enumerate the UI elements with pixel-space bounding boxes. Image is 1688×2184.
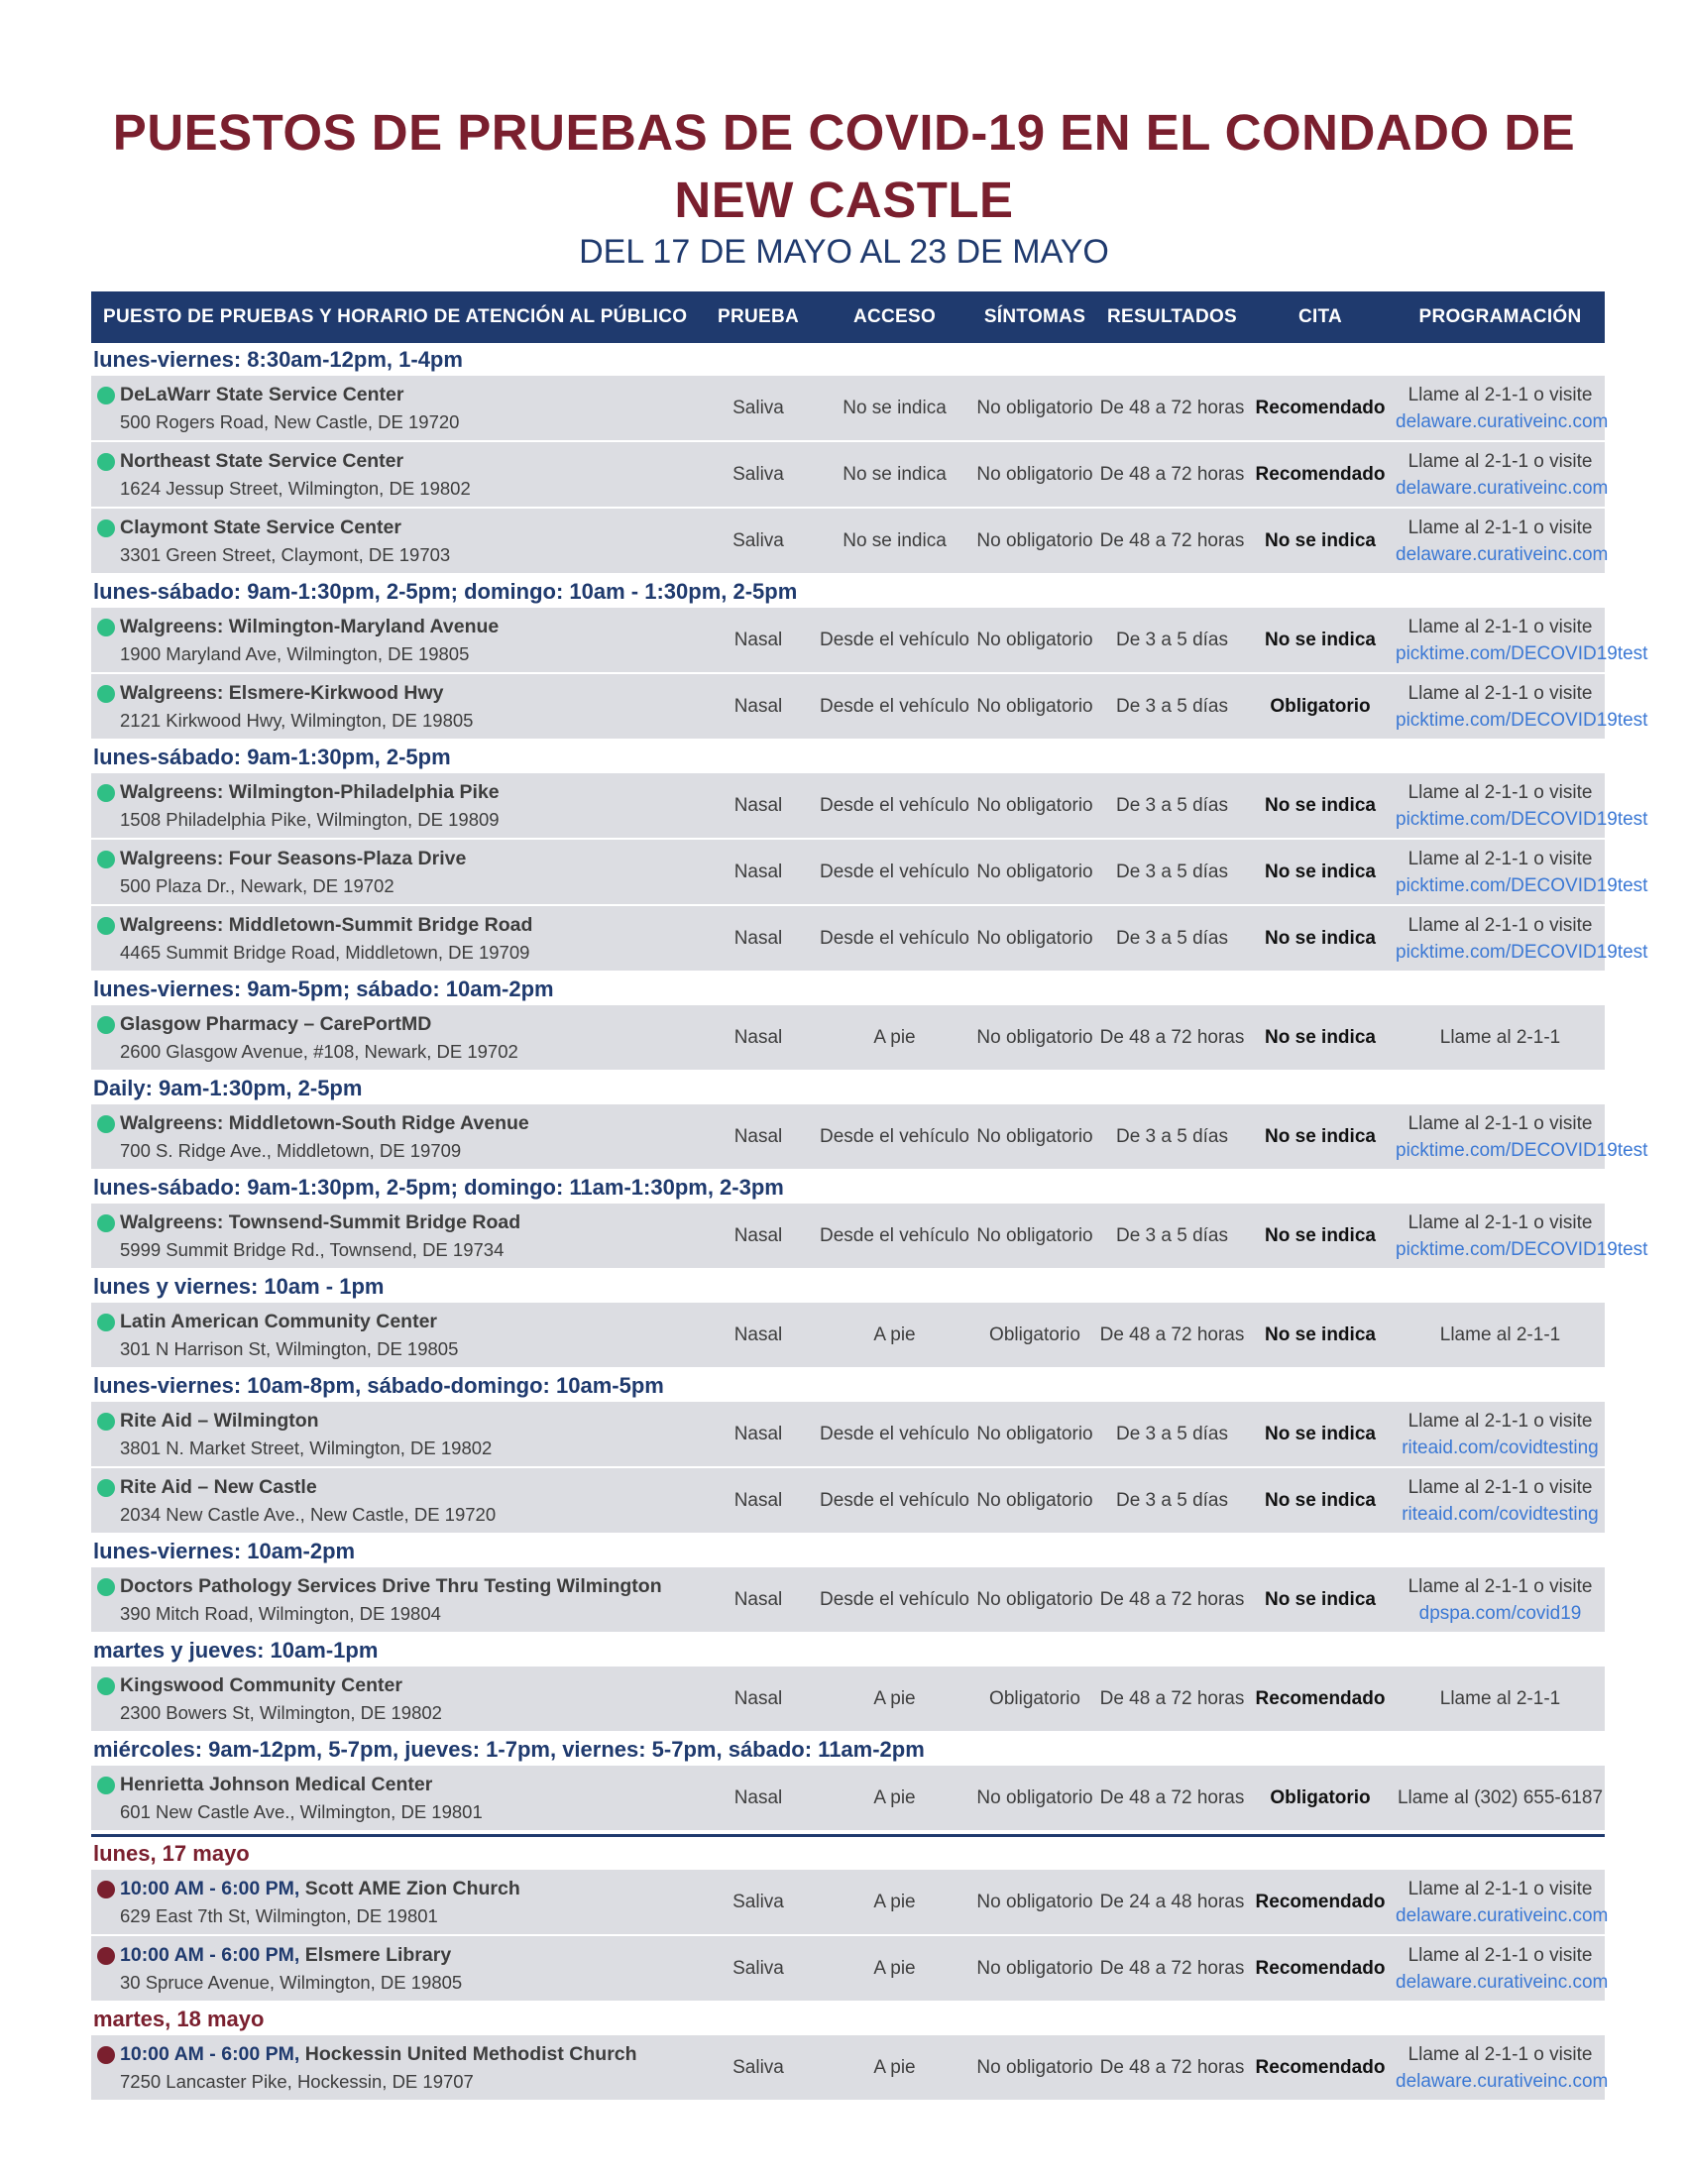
acceso-cell: Desde el vehículo — [819, 630, 970, 650]
programacion-text: Llame al 2-1-1 — [1439, 1324, 1561, 1345]
site-cell — [91, 614, 698, 667]
site-cell — [91, 1672, 698, 1726]
cita-cell: No se indica — [1265, 1027, 1376, 1048]
acceso-cell: A pie — [873, 1787, 916, 1808]
cita-cell: Obligatorio — [1270, 696, 1371, 717]
header-site: PUESTO DE PRUEBAS Y HORARIO DE ATENCIÓN AL PÚBLICO — [103, 306, 688, 327]
schedule-group-label: lunes-viernes: 10am-2pm — [93, 1539, 356, 1563]
scheduling-link[interactable]: delaware.curativeinc.com — [1396, 2070, 1609, 2092]
prueba-cell: Nasal — [733, 1027, 783, 1048]
table-header — [91, 291, 1605, 343]
site-address: 2300 Bowers St, Wilmington, DE 19802 — [120, 1701, 442, 1723]
cita-cell: Recomendado — [1255, 1892, 1386, 1912]
header-prueba: PRUEBA — [717, 306, 800, 327]
acceso-cell: No se indica — [843, 398, 947, 418]
acceso-cell: Desde el vehículo — [819, 928, 970, 949]
schedule-group-label: lunes-viernes: 8:30am-12pm, 1-4pm — [93, 347, 463, 372]
programacion-text: Llame al 2-1-1 — [1439, 1688, 1561, 1709]
table-row — [91, 1567, 1605, 1634]
site-name: Walgreens: Four Seasons-Plaza Drive — [120, 847, 467, 869]
programacion-text: Llame al 2-1-1 o visite — [1407, 781, 1593, 803]
resultados-cell: De 48 a 72 horas — [1099, 1027, 1245, 1048]
sintomas-cell: No obligatorio — [976, 795, 1093, 816]
table-row — [91, 1402, 1605, 1468]
cita-cell: No se indica — [1265, 928, 1376, 949]
prueba-cell: Saliva — [732, 1892, 784, 1912]
schedule-group-label: miércoles: 9am-12pm, 5-7pm, jueves: 1-7pm, viernes: 5-7pm, sábado: 11am-2pm — [93, 1737, 925, 1762]
site-dot-icon — [97, 1479, 115, 1497]
prueba-cell: Nasal — [733, 928, 783, 949]
sintomas-cell: No obligatorio — [976, 1225, 1093, 1246]
site-cell — [91, 515, 698, 568]
site-name: Doctors Pathology Services Drive Thru Testing Wilmington — [120, 1574, 662, 1597]
site-name — [120, 2041, 698, 2068]
site-cell — [91, 1309, 698, 1362]
prueba-cell: Nasal — [733, 696, 783, 717]
programacion-cell — [1396, 515, 1609, 568]
table-row — [91, 1936, 1609, 2003]
programacion-text: Llame al 2-1-1 o visite — [1407, 1476, 1593, 1498]
programacion-cell — [1396, 1474, 1605, 1528]
sintomas-cell: No obligatorio — [976, 1027, 1093, 1048]
header-programacion: PROGRAMACIÓN — [1418, 306, 1582, 327]
site-address: 500 Plaza Dr., Newark, DE 19702 — [120, 874, 394, 896]
scheduling-link[interactable]: picktime.com/DECOVID19test — [1396, 808, 1648, 830]
table-row — [91, 1766, 1605, 1832]
prueba-cell: Nasal — [733, 1490, 783, 1511]
event-time: 10:00 AM - 6:00 PM, — [120, 1943, 300, 1966]
acceso-cell: A pie — [873, 1892, 916, 1912]
resultados-cell: De 3 a 5 días — [1115, 1126, 1229, 1147]
prueba-cell: Nasal — [733, 1225, 783, 1246]
site-dot-icon — [97, 1777, 115, 1794]
site-name: Kingswood Community Center — [120, 1673, 402, 1696]
schedule-group-label: lunes-sábado: 9am-1:30pm, 2-5pm — [93, 745, 451, 769]
scheduling-link[interactable]: riteaid.com/covidtesting — [1402, 1503, 1599, 1525]
site-address: 2121 Kirkwood Hwy, Wilmington, DE 19805 — [120, 709, 474, 731]
acceso-cell: Desde el vehículo — [819, 1126, 970, 1147]
table-row — [91, 840, 1648, 906]
table-row — [91, 906, 1648, 973]
prueba-cell: Nasal — [733, 1688, 783, 1709]
sintomas-cell: No obligatorio — [976, 928, 1093, 949]
site-name — [120, 1876, 698, 1902]
event-venue: Hockessin United Methodist Church — [304, 2042, 637, 2065]
scheduling-link[interactable]: delaware.curativeinc.com — [1396, 1971, 1609, 1993]
programacion-cell — [1396, 779, 1648, 833]
programacion-text: Llame al 2-1-1 o visite — [1407, 682, 1593, 704]
prueba-cell: Nasal — [733, 795, 783, 816]
programacion-text: Llame al 2-1-1 o visite — [1407, 517, 1593, 538]
site-dot-icon — [97, 1016, 115, 1034]
acceso-cell: No se indica — [843, 464, 947, 485]
site-dot-icon — [97, 519, 115, 537]
schedule-group-label: lunes-sábado: 9am-1:30pm, 2-5pm; domingo: 10am - 1:30pm, 2-5pm — [93, 579, 798, 604]
acceso-cell: Desde el vehículo — [819, 862, 970, 882]
resultados-cell: De 3 a 5 días — [1115, 928, 1229, 949]
table-row — [91, 376, 1609, 442]
site-address: 601 New Castle Ave., Wilmington, DE 19801 — [120, 1800, 483, 1822]
site-address: 700 S. Ridge Ave., Middletown, DE 19709 — [120, 1139, 462, 1161]
site-address: 4465 Summit Bridge Road, Middletown, DE 19709 — [120, 941, 530, 963]
scheduling-link[interactable]: delaware.curativeinc.com — [1396, 477, 1609, 499]
acceso-cell: No se indica — [843, 530, 947, 551]
programacion-text: Llame al 2-1-1 o visite — [1407, 1944, 1593, 1966]
cita-cell: No se indica — [1265, 1490, 1376, 1511]
acceso-cell: A pie — [873, 1688, 916, 1709]
event-time: 10:00 AM - 6:00 PM, — [120, 1877, 300, 1899]
resultados-cell: De 3 a 5 días — [1115, 795, 1229, 816]
event-venue: Elsmere Library — [304, 1943, 452, 1966]
header-acceso: ACCESO — [852, 306, 937, 327]
site-cell — [91, 1474, 698, 1528]
site-dot-icon — [97, 387, 115, 404]
scheduling-link[interactable]: dpspa.com/covid19 — [1418, 1602, 1582, 1624]
site-cell — [91, 1573, 698, 1627]
table-row — [91, 1303, 1605, 1369]
prueba-cell: Saliva — [732, 1958, 784, 1979]
event-dot-icon — [97, 1947, 115, 1965]
programacion-cell — [1396, 1110, 1648, 1164]
scheduling-link[interactable]: picktime.com/DECOVID19test — [1396, 709, 1648, 731]
event-time: 10:00 AM - 6:00 PM, — [120, 2042, 300, 2065]
programacion-text: Llame al 2-1-1 o visite — [1407, 1112, 1593, 1134]
site-cell — [91, 846, 698, 899]
resultados-cell: De 3 a 5 días — [1115, 1225, 1229, 1246]
site-cell — [91, 1876, 698, 1929]
site-name: Claymont State Service Center — [120, 516, 401, 538]
programacion-cell — [1396, 1876, 1609, 1929]
cita-cell: No se indica — [1265, 1589, 1376, 1610]
cita-cell: Recomendado — [1255, 1688, 1386, 1709]
site-dot-icon — [97, 917, 115, 935]
event-venue: Scott AME Zion Church — [304, 1877, 520, 1899]
table-row — [91, 608, 1648, 674]
site-name — [120, 1942, 698, 1969]
programacion-text: Llame al 2-1-1 o visite — [1407, 1211, 1593, 1233]
cita-cell: No se indica — [1265, 630, 1376, 650]
programacion-text: Llame al 2-1-1 o visite — [1407, 1575, 1593, 1597]
site-name: Walgreens: Wilmington-Maryland Avenue — [120, 615, 500, 637]
resultados-cell: De 24 a 48 horas — [1099, 1892, 1245, 1912]
site-dot-icon — [97, 1413, 115, 1431]
site-name: Glasgow Pharmacy – CarePortMD — [120, 1012, 432, 1035]
acceso-cell: A pie — [873, 1027, 916, 1048]
scheduling-link[interactable]: picktime.com/DECOVID19test — [1396, 1238, 1648, 1260]
title-line-2: NEW CASTLE — [674, 172, 1014, 228]
resultados-cell: De 48 a 72 horas — [1099, 1688, 1245, 1709]
cita-cell: No se indica — [1265, 530, 1376, 551]
site-name: Rite Aid – Wilmington — [120, 1409, 319, 1432]
header-resultados: RESULTADOS — [1106, 306, 1238, 327]
cita-cell: No se indica — [1265, 795, 1376, 816]
programacion-text: Llame al 2-1-1 o visite — [1407, 1410, 1593, 1432]
prueba-cell: Saliva — [732, 398, 784, 418]
acceso-cell: Desde el vehículo — [819, 795, 970, 816]
site-address: 500 Rogers Road, New Castle, DE 19720 — [120, 410, 460, 432]
site-dot-icon — [97, 1214, 115, 1232]
site-address: 2034 New Castle Ave., New Castle, DE 19720 — [120, 1503, 497, 1525]
programacion-text: Llame al (302) 655-6187 — [1397, 1787, 1604, 1808]
site-dot-icon — [97, 1677, 115, 1695]
programacion-text: Llame al 2-1-1 o visite — [1407, 450, 1593, 472]
scheduling-link[interactable]: delaware.curativeinc.com — [1396, 543, 1609, 565]
site-cell — [91, 680, 698, 734]
scheduling-link[interactable]: riteaid.com/covidtesting — [1402, 1437, 1599, 1458]
prueba-cell: Saliva — [732, 2057, 784, 2078]
testing-sites-table — [91, 291, 1648, 2102]
programacion-cell — [1396, 1209, 1648, 1263]
header-cita: CITA — [1297, 306, 1343, 327]
programacion-cell — [1396, 382, 1609, 435]
resultados-cell: De 3 a 5 días — [1115, 862, 1229, 882]
sintomas-cell: No obligatorio — [976, 1787, 1093, 1808]
prueba-cell: Saliva — [732, 530, 784, 551]
prueba-cell: Nasal — [733, 1787, 783, 1808]
table-row — [91, 773, 1648, 840]
resultados-cell: De 48 a 72 horas — [1099, 398, 1245, 418]
cita-cell: Recomendado — [1255, 1958, 1386, 1979]
cita-cell: Recomendado — [1255, 2057, 1386, 2078]
prueba-cell: Nasal — [733, 1589, 783, 1610]
prueba-cell: Nasal — [733, 1324, 783, 1345]
resultados-cell: De 48 a 72 horas — [1099, 1958, 1245, 1979]
programacion-cell — [1396, 1408, 1605, 1461]
resultados-cell: De 3 a 5 días — [1115, 696, 1229, 717]
resultados-cell: De 48 a 72 horas — [1099, 1324, 1245, 1345]
site-name: Northeast State Service Center — [120, 449, 404, 472]
site-address: 2600 Glasgow Avenue, #108, Newark, DE 19702 — [120, 1040, 518, 1062]
site-name: Walgreens: Middletown-South Ridge Avenue — [120, 1111, 529, 1134]
table-row — [91, 1204, 1648, 1270]
site-address: 30 Spruce Avenue, Wilmington, DE 19805 — [120, 1971, 463, 1993]
programacion-text: Llame al 2-1-1 — [1439, 1027, 1561, 1048]
scheduling-link[interactable]: delaware.curativeinc.com — [1396, 410, 1609, 432]
prueba-cell: Nasal — [733, 862, 783, 882]
site-address: 301 N Harrison St, Wilmington, DE 19805 — [120, 1337, 459, 1359]
sintomas-cell: No obligatorio — [976, 862, 1093, 882]
cita-cell: No se indica — [1265, 1225, 1376, 1246]
site-cell — [91, 779, 698, 833]
programacion-cell — [1396, 1784, 1605, 1811]
site-cell — [91, 2041, 698, 2095]
sintomas-cell: No obligatorio — [976, 398, 1093, 418]
table-body — [91, 343, 1648, 2102]
site-cell — [91, 912, 698, 966]
programacion-cell — [1396, 912, 1648, 966]
cita-cell: Obligatorio — [1270, 1787, 1371, 1808]
event-date-label: martes, 18 mayo — [93, 2007, 265, 2031]
site-address: 7250 Lancaster Pike, Hockessin, DE 19707 — [120, 2070, 474, 2092]
site-name: Walgreens: Townsend-Summit Bridge Road — [120, 1210, 521, 1233]
cita-cell: Recomendado — [1255, 398, 1386, 418]
resultados-cell: De 3 a 5 días — [1115, 1490, 1229, 1511]
table-row — [91, 509, 1609, 575]
acceso-cell: Desde el vehículo — [819, 1225, 970, 1246]
site-address: 3301 Green Street, Claymont, DE 19703 — [120, 543, 451, 565]
programacion-text: Llame al 2-1-1 o visite — [1407, 616, 1593, 637]
sintomas-cell: No obligatorio — [976, 1424, 1093, 1444]
programacion-cell — [1396, 1685, 1605, 1712]
event-dot-icon — [97, 2046, 115, 2064]
table-row — [91, 674, 1648, 741]
site-dot-icon — [97, 1115, 115, 1133]
event-date-label: lunes, 17 mayo — [93, 1841, 250, 1866]
site-name: Latin American Community Center — [120, 1310, 437, 1332]
site-dot-icon — [97, 851, 115, 868]
acceso-cell: Desde el vehículo — [819, 1589, 970, 1610]
site-name: Walgreens: Wilmington-Philadelphia Pike — [120, 780, 500, 803]
site-address: 1900 Maryland Ave, Wilmington, DE 19805 — [120, 642, 470, 664]
schedule-group-label: lunes-sábado: 9am-1:30pm, 2-5pm; domingo: 11am-1:30pm, 2-3pm — [93, 1175, 784, 1200]
table-row — [91, 442, 1609, 509]
programacion-text: Llame al 2-1-1 o visite — [1407, 848, 1593, 869]
programacion-cell — [1396, 2041, 1609, 2095]
table-row — [91, 2035, 1609, 2102]
cita-cell: No se indica — [1265, 1126, 1376, 1147]
site-cell — [91, 448, 698, 502]
resultados-cell: De 48 a 72 horas — [1099, 1787, 1245, 1808]
resultados-cell: De 48 a 72 horas — [1099, 530, 1245, 551]
site-dot-icon — [97, 685, 115, 703]
site-address: 3801 N. Market Street, Wilmington, DE 19802 — [120, 1437, 493, 1458]
programacion-text: Llame al 2-1-1 o visite — [1407, 384, 1593, 405]
cita-cell: No se indica — [1265, 1324, 1376, 1345]
programacion-cell — [1396, 614, 1648, 667]
site-dot-icon — [97, 1578, 115, 1596]
programacion-text: Llame al 2-1-1 o visite — [1407, 914, 1593, 936]
scheduling-link[interactable]: delaware.curativeinc.com — [1396, 1904, 1609, 1926]
programacion-cell — [1396, 1322, 1605, 1348]
site-name: Henrietta Johnson Medical Center — [120, 1773, 433, 1795]
resultados-cell: De 3 a 5 días — [1115, 1424, 1229, 1444]
site-cell — [91, 1011, 698, 1065]
schedule-group-label: lunes y viernes: 10am - 1pm — [93, 1274, 385, 1299]
cita-cell: No se indica — [1265, 862, 1376, 882]
prueba-cell: Saliva — [732, 464, 784, 485]
site-cell — [91, 1772, 698, 1825]
title-line-1: PUESTOS DE PRUEBAS DE COVID-19 EN EL CONDADO DE — [112, 104, 1576, 161]
resultados-cell: De 48 a 72 horas — [1099, 2057, 1245, 2078]
schedule-group-label: martes y jueves: 10am-1pm — [93, 1638, 379, 1663]
schedule-group-label: lunes-viernes: 10am-8pm, sábado-domingo: 10am-5pm — [93, 1373, 664, 1398]
sintomas-cell: No obligatorio — [976, 1589, 1093, 1610]
table-row — [91, 1468, 1605, 1535]
sintomas-cell: No obligatorio — [976, 1126, 1093, 1147]
prueba-cell: Nasal — [733, 1424, 783, 1444]
site-name: Walgreens: Elsmere-Kirkwood Hwy — [120, 681, 444, 704]
page-title — [0, 99, 1688, 234]
site-cell — [91, 1408, 698, 1461]
site-name: Rite Aid – New Castle — [120, 1475, 317, 1498]
site-cell — [91, 1209, 698, 1263]
acceso-cell: Desde el vehículo — [819, 1424, 970, 1444]
programacion-cell — [1396, 1573, 1605, 1627]
sintomas-cell: No obligatorio — [976, 696, 1093, 717]
scheduling-link[interactable]: picktime.com/DECOVID19test — [1396, 941, 1648, 963]
schedule-group-label: Daily: 9am-1:30pm, 2-5pm — [93, 1076, 363, 1100]
resultados-cell: De 48 a 72 horas — [1099, 1589, 1245, 1610]
sintomas-cell: No obligatorio — [976, 1490, 1093, 1511]
site-dot-icon — [97, 619, 115, 636]
site-name: Walgreens: Middletown-Summit Bridge Road — [120, 913, 533, 936]
site-name: DeLaWarr State Service Center — [120, 383, 404, 405]
prueba-cell: Nasal — [733, 630, 783, 650]
table-row — [91, 1870, 1609, 1936]
resultados-cell: De 48 a 72 horas — [1099, 464, 1245, 485]
table-row — [91, 1667, 1605, 1733]
sintomas-cell: No obligatorio — [976, 630, 1093, 650]
site-dot-icon — [97, 784, 115, 802]
sintomas-cell: No obligatorio — [976, 530, 1093, 551]
acceso-cell: Desde el vehículo — [819, 1490, 970, 1511]
scheduling-link[interactable]: picktime.com/DECOVID19test — [1396, 1139, 1648, 1161]
programacion-cell — [1396, 680, 1648, 734]
schedule-group-label: lunes-viernes: 9am-5pm; sábado: 10am-2pm — [93, 977, 554, 1001]
table-row — [91, 1104, 1648, 1171]
acceso-cell: A pie — [873, 1958, 916, 1979]
scheduling-link[interactable]: picktime.com/DECOVID19test — [1396, 874, 1648, 896]
programacion-text: Llame al 2-1-1 o visite — [1407, 1878, 1593, 1899]
header-sintomas: SÍNTOMAS — [983, 306, 1086, 327]
acceso-cell: A pie — [873, 1324, 916, 1345]
sintomas-cell: No obligatorio — [976, 1892, 1093, 1912]
programacion-cell — [1396, 846, 1648, 899]
site-cell — [91, 1110, 698, 1164]
page-subtitle: DEL 17 DE MAYO AL 23 DE MAYO — [579, 233, 1109, 271]
cita-cell: Recomendado — [1255, 464, 1386, 485]
sintomas-cell: No obligatorio — [976, 2057, 1093, 2078]
site-dot-icon — [97, 1314, 115, 1331]
site-dot-icon — [97, 453, 115, 471]
prueba-cell: Nasal — [733, 1126, 783, 1147]
site-cell — [91, 382, 698, 435]
site-address: 1624 Jessup Street, Wilmington, DE 19802 — [120, 477, 471, 499]
site-address: 5999 Summit Bridge Rd., Townsend, DE 19734 — [120, 1238, 505, 1260]
scheduling-link[interactable]: picktime.com/DECOVID19test — [1396, 642, 1648, 664]
resultados-cell: De 3 a 5 días — [1115, 630, 1229, 650]
sintomas-cell: Obligatorio — [989, 1324, 1080, 1345]
table-row — [91, 1005, 1605, 1072]
site-address: 1508 Philadelphia Pike, Wilmington, DE 19809 — [120, 808, 500, 830]
site-cell — [91, 1942, 698, 1996]
programacion-cell — [1396, 1024, 1605, 1051]
sintomas-cell: No obligatorio — [976, 464, 1093, 485]
cita-cell: No se indica — [1265, 1424, 1376, 1444]
event-dot-icon — [97, 1881, 115, 1898]
sintomas-cell: No obligatorio — [976, 1958, 1093, 1979]
programacion-text: Llame al 2-1-1 o visite — [1407, 2043, 1593, 2065]
site-address: 390 Mitch Road, Wilmington, DE 19804 — [120, 1602, 441, 1624]
programacion-cell — [1396, 1942, 1609, 1996]
programacion-cell — [1396, 448, 1609, 502]
acceso-cell: Desde el vehículo — [819, 696, 970, 717]
sintomas-cell: Obligatorio — [989, 1688, 1080, 1709]
site-address: 629 East 7th St, Wilmington, DE 19801 — [120, 1904, 438, 1926]
acceso-cell: A pie — [873, 2057, 916, 2078]
